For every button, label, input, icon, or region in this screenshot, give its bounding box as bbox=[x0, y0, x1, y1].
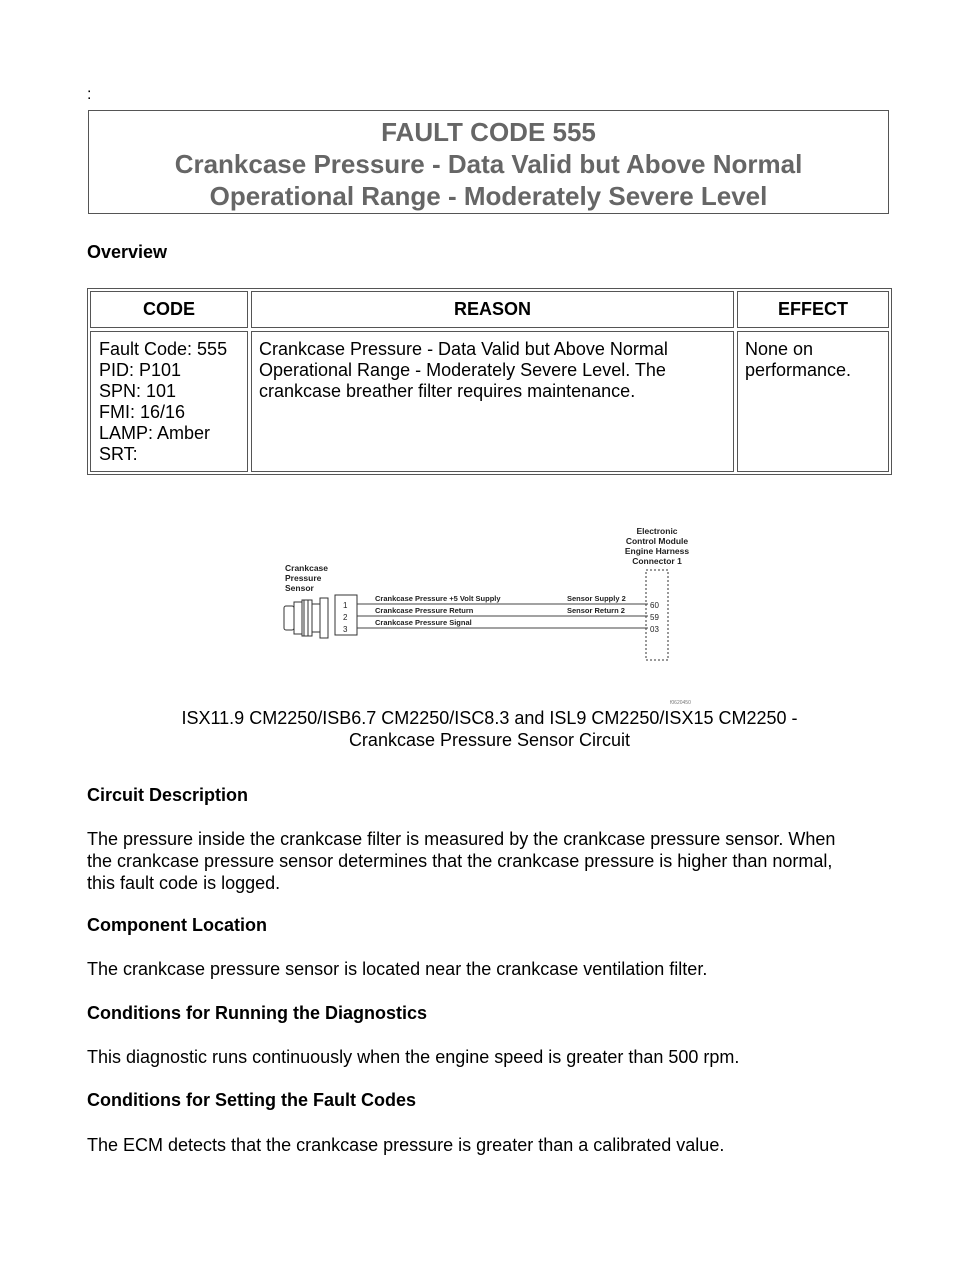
ecm-label: Connector 1 bbox=[632, 556, 682, 566]
ecm-pin: 59 bbox=[650, 613, 659, 622]
sensor-label: Crankcase bbox=[285, 563, 329, 573]
ecm-label: Electronic bbox=[636, 526, 678, 536]
circuit-description-text bbox=[87, 828, 897, 894]
code-line: Fault Code: 555 bbox=[99, 339, 228, 359]
code-line: FMI: 16/16 bbox=[99, 402, 186, 422]
fault-code-title: FAULT CODE 555 bbox=[381, 117, 596, 147]
effect-cell bbox=[737, 331, 889, 472]
title-description-line2: Operational Range - Moderately Severe Level bbox=[209, 181, 768, 211]
overview-heading: Overview bbox=[87, 242, 168, 262]
running-diagnostics-heading: Conditions for Running the Diagnostics bbox=[87, 1003, 427, 1023]
header-effect: EFFECT bbox=[737, 291, 889, 328]
code-line: PID: P101 bbox=[99, 360, 182, 380]
code-cell bbox=[90, 331, 248, 472]
code-line: LAMP: Amber bbox=[99, 423, 211, 443]
sensor-label: Pressure bbox=[285, 573, 322, 583]
ecm-pin: 03 bbox=[650, 625, 659, 634]
reason-line: crankcase breather filter requires maintenance. bbox=[259, 381, 636, 401]
sensor-pin: 3 bbox=[343, 625, 348, 634]
title-description-line1: Crankcase Pressure - Data Valid but Above Normal bbox=[174, 149, 803, 179]
effect-line: performance. bbox=[745, 360, 852, 380]
setting-fault-codes-heading: Conditions for Setting the Fault Codes bbox=[87, 1090, 416, 1110]
wire-label: Crankcase Pressure Return bbox=[375, 606, 474, 615]
ecm-wire-label: Sensor Return 2 bbox=[567, 606, 625, 615]
caption-line2: Crankcase Pressure Sensor Circuit bbox=[348, 730, 631, 750]
image-id: f0620450 bbox=[670, 700, 691, 706]
para-line: The pressure inside the crankcase filter is measured by the crankcase pressure sensor. When bbox=[87, 829, 836, 849]
component-location-heading: Component Location bbox=[87, 915, 267, 935]
header-code: CODE bbox=[90, 291, 248, 328]
overview-table bbox=[87, 288, 892, 475]
wire-label: Crankcase Pressure +5 Volt Supply bbox=[375, 594, 501, 603]
effect-line: None on bbox=[745, 339, 814, 359]
sensor-label: Sensor bbox=[285, 583, 314, 593]
ecm-label: Control Module bbox=[625, 536, 689, 546]
ecm-pin: 60 bbox=[650, 601, 659, 610]
header-reason: REASON bbox=[251, 291, 734, 328]
setting-fault-codes-text bbox=[87, 1134, 897, 1156]
page-colon: : bbox=[87, 86, 92, 103]
circuit-description-heading: Circuit Description bbox=[87, 785, 249, 805]
circuit-diagram bbox=[280, 520, 720, 710]
wire-label: Crankcase Pressure Signal bbox=[375, 618, 472, 627]
sensor-pin: 2 bbox=[343, 613, 348, 622]
caption-line1: ISX11.9 CM2250/ISB6.7 CM2250/ISC8.3 and ISL9 CM2250/ISX15 CM2250 - bbox=[181, 708, 798, 728]
running-diagnostics-text bbox=[87, 1046, 897, 1068]
para-line: this fault code is logged. bbox=[87, 873, 281, 893]
code-line: SRT: bbox=[99, 444, 138, 464]
title-box bbox=[88, 110, 889, 214]
ecm-label: Engine Harness bbox=[624, 546, 690, 556]
sensor-pin: 1 bbox=[343, 601, 348, 610]
reason-line: Operational Range - Moderately Severe Level. The bbox=[259, 360, 666, 380]
code-line: SPN: 101 bbox=[99, 381, 177, 401]
component-location-text bbox=[87, 958, 897, 980]
ecm-wire-label: Sensor Supply 2 bbox=[567, 594, 626, 603]
para-line: The ECM detects that the crankcase pressure is greater than a calibrated value. bbox=[87, 1135, 725, 1155]
para-line: This diagnostic runs continuously when the engine speed is greater than 500 rpm. bbox=[87, 1047, 740, 1067]
para-line: the crankcase pressure sensor determines that the crankcase pressure is higher than normal, bbox=[87, 851, 833, 871]
reason-cell bbox=[251, 331, 734, 472]
reason-line: Crankcase Pressure - Data Valid but Above Normal bbox=[259, 339, 668, 359]
diagram-caption bbox=[87, 707, 892, 751]
para-line: The crankcase pressure sensor is located near the crankcase ventilation filter. bbox=[87, 959, 708, 979]
